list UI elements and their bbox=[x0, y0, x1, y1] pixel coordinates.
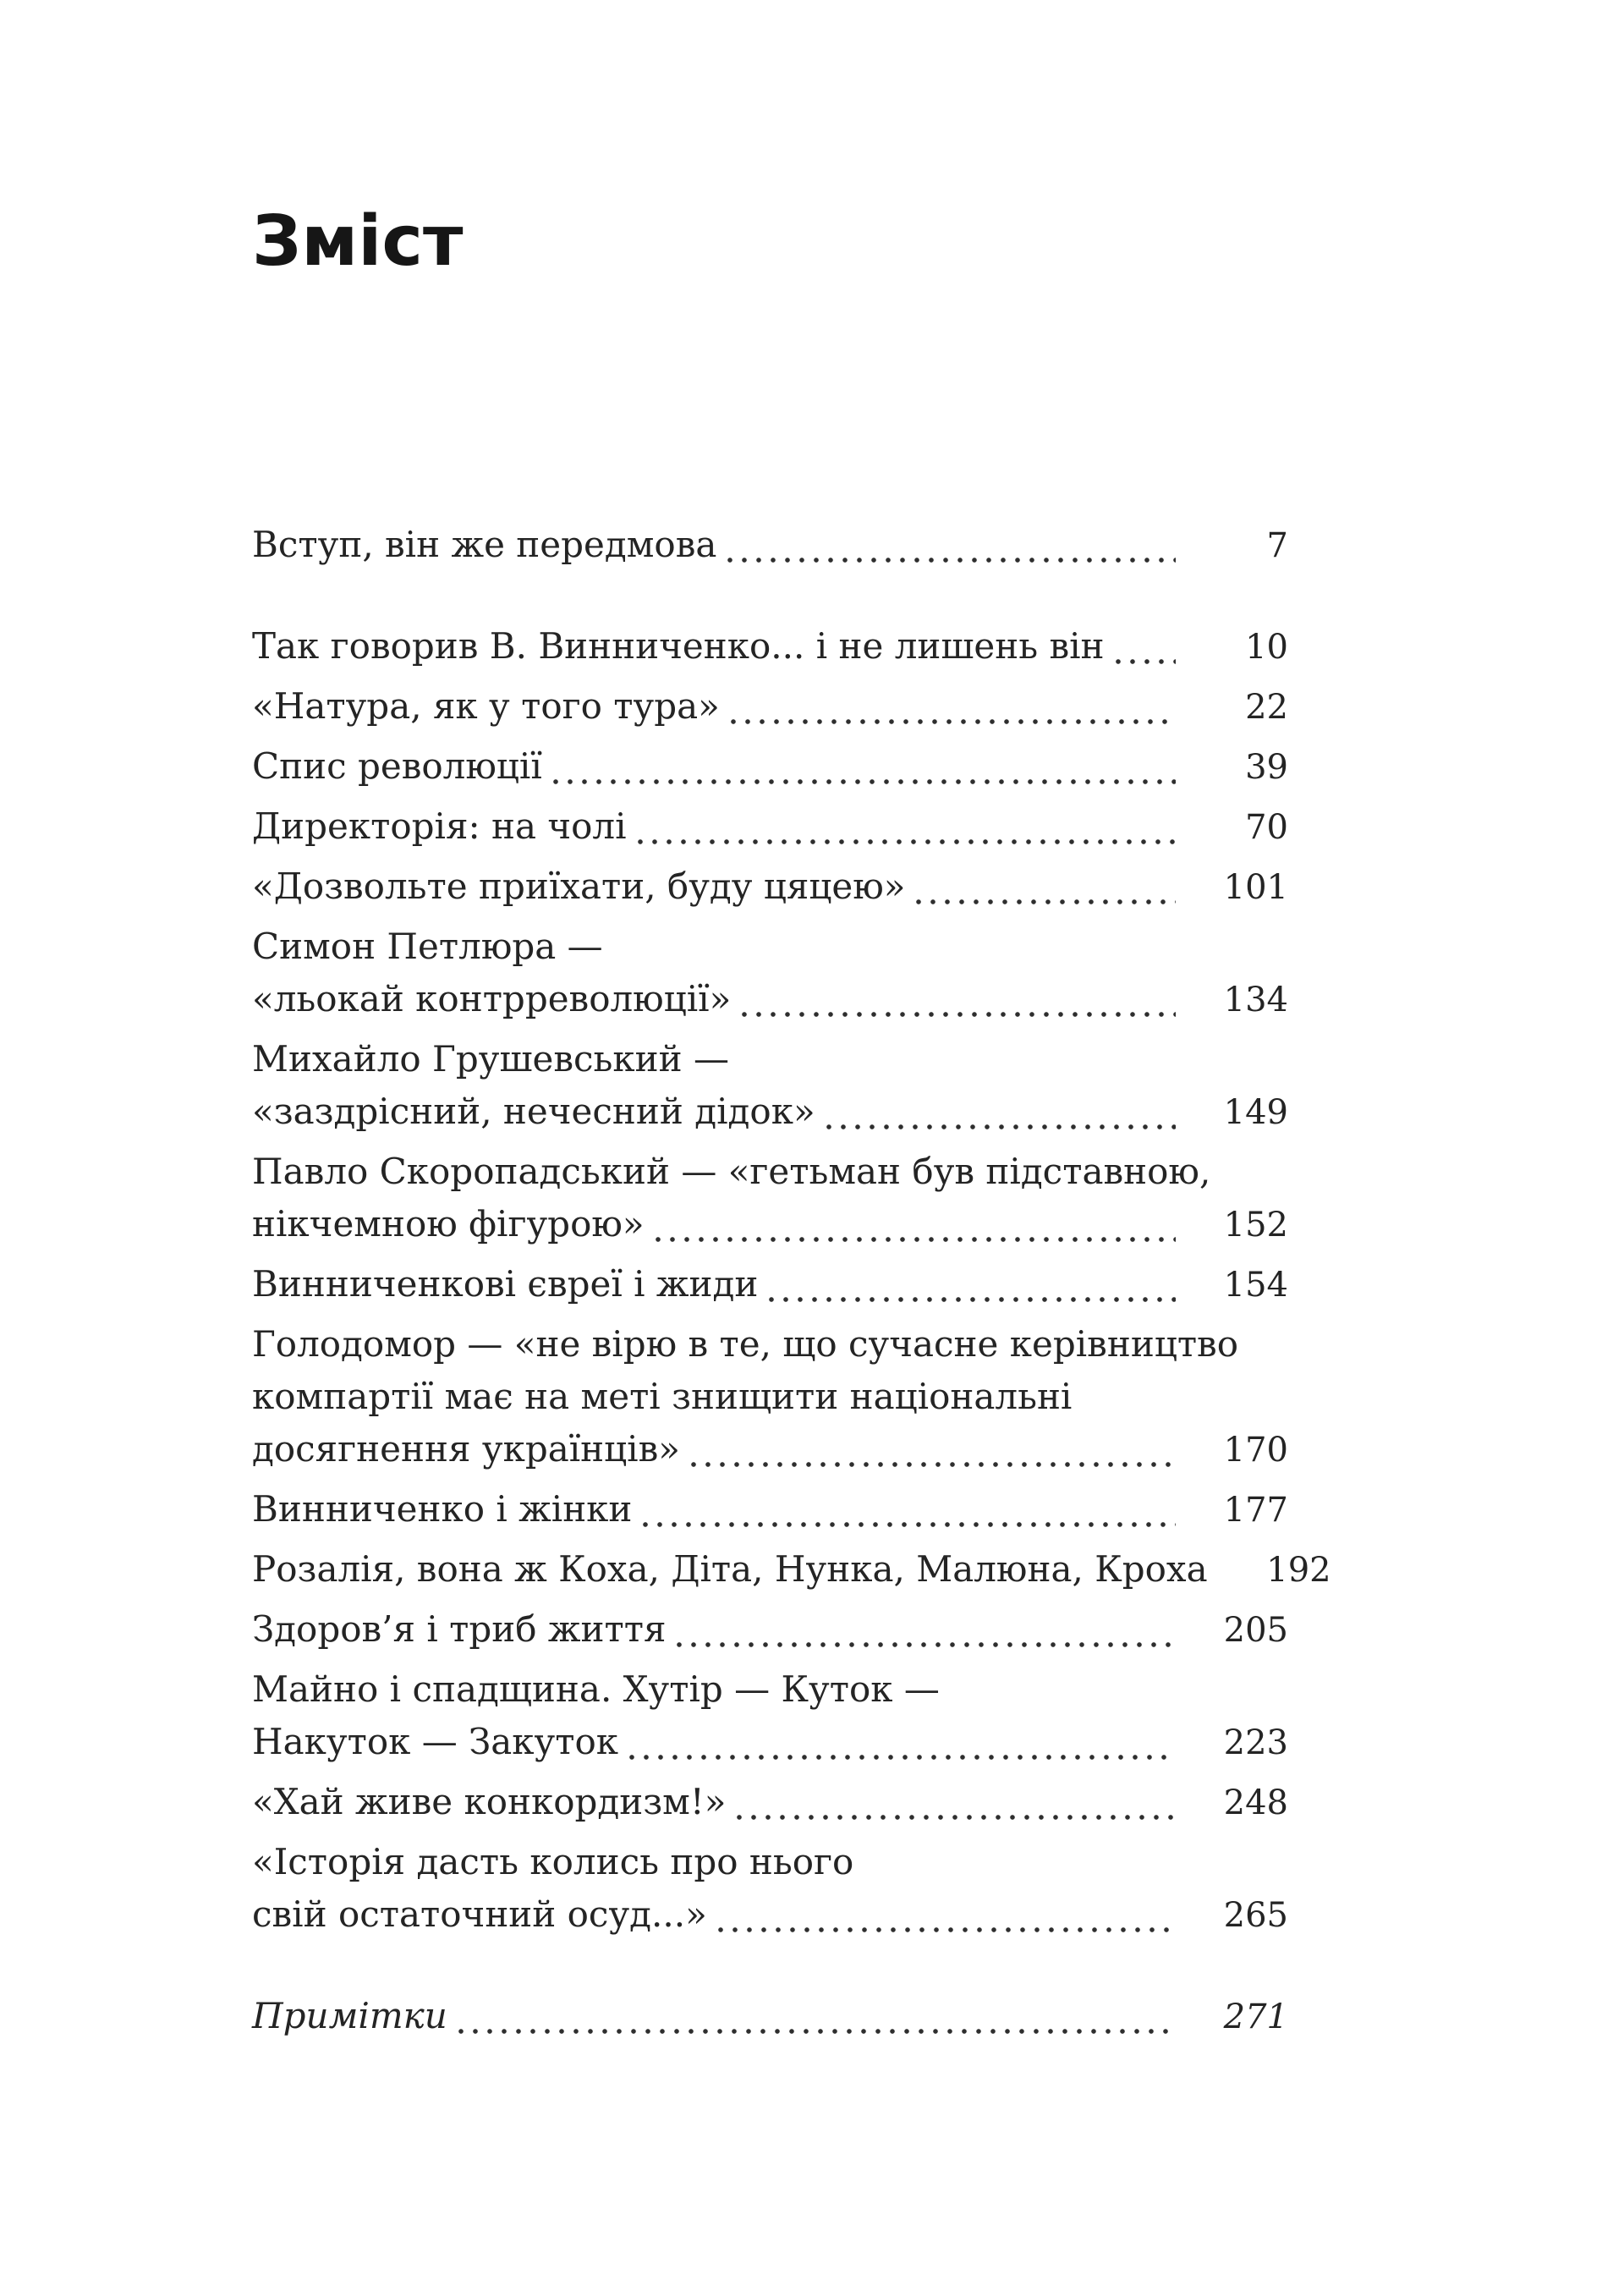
dot-leader bbox=[677, 1642, 1176, 1647]
dot-leader bbox=[727, 558, 1176, 563]
toc-entry-page-number: 7 bbox=[1266, 526, 1288, 565]
toc-entry-row bbox=[252, 740, 1288, 794]
toc-entry-title: «Дозвольте приїхати, буду цяцею» bbox=[252, 865, 906, 907]
toc-entry-page-number: 223 bbox=[1223, 1723, 1288, 1762]
toc-entry-row bbox=[252, 1085, 1288, 1139]
toc-entry-page-number: 265 bbox=[1223, 1896, 1288, 1935]
toc-entry-page-number: 70 bbox=[1245, 808, 1288, 847]
toc-entry-title: «Натура, як у того тура» bbox=[252, 685, 720, 727]
toc-entry-title: Здоров’я і триб життя bbox=[252, 1608, 667, 1650]
toc-entry bbox=[252, 860, 1288, 914]
toc-entry bbox=[252, 1258, 1288, 1311]
toc-entry-row bbox=[252, 1716, 1288, 1769]
dot-leader bbox=[718, 1927, 1176, 1932]
dot-leader bbox=[629, 1755, 1176, 1760]
toc-entry-row bbox=[252, 860, 1288, 914]
toc-entry bbox=[252, 620, 1288, 673]
toc-entry-title: Спис революції bbox=[252, 745, 542, 787]
toc-entry-row bbox=[252, 1603, 1288, 1657]
dot-leader bbox=[1116, 659, 1176, 664]
dot-leader bbox=[737, 1815, 1176, 1820]
toc-entry-page-number: 22 bbox=[1245, 688, 1288, 727]
toc-entry-page-number: 170 bbox=[1223, 1431, 1288, 1470]
dot-leader bbox=[656, 1237, 1176, 1242]
toc-entry-row bbox=[252, 1258, 1288, 1311]
toc-entry bbox=[252, 1318, 1288, 1476]
toc-entry-row bbox=[252, 680, 1288, 734]
dot-leader bbox=[742, 1012, 1176, 1017]
toc-entry bbox=[252, 1146, 1288, 1251]
toc-entry bbox=[252, 1990, 1288, 2043]
toc-entry-title: Розалія, вона ж Коха, Діта, Нунка, Малюна, Кроха bbox=[252, 1548, 1208, 1590]
toc-entry-page-number: 149 bbox=[1223, 1093, 1288, 1132]
dot-leader bbox=[731, 719, 1176, 724]
dot-leader bbox=[826, 1124, 1176, 1129]
toc-entry-page-number: 248 bbox=[1223, 1783, 1288, 1822]
dot-leader bbox=[458, 2029, 1176, 2034]
toc-entry-page-number: 101 bbox=[1223, 868, 1288, 907]
dot-leader bbox=[553, 779, 1176, 784]
toc-list bbox=[252, 519, 1331, 2043]
toc-entry bbox=[252, 680, 1288, 734]
dot-leader bbox=[638, 839, 1176, 844]
toc-entry bbox=[252, 1483, 1288, 1536]
toc-entry-text-line: «Історія дасть колись про нього bbox=[252, 1841, 854, 1882]
toc-entry bbox=[252, 1776, 1288, 1829]
toc-entry-row bbox=[252, 800, 1288, 854]
dot-leader bbox=[691, 1462, 1176, 1467]
toc-entry-title: досягнення українців» bbox=[252, 1428, 680, 1470]
toc-entry-row bbox=[252, 519, 1288, 572]
toc-entry-title: Вступ, він же передмова bbox=[252, 524, 717, 565]
toc-entry-title: Накуток — Закуток bbox=[252, 1721, 619, 1762]
toc-entry-row bbox=[252, 1543, 1331, 1596]
toc-entry bbox=[252, 740, 1288, 794]
toc-entry-row bbox=[252, 1776, 1288, 1829]
toc-entry-page-number: 177 bbox=[1223, 1491, 1288, 1530]
toc-entry-title: Директорія: на чолі bbox=[252, 805, 627, 847]
toc-entry bbox=[252, 920, 1288, 1026]
toc-entry-title: Примітки bbox=[252, 1995, 447, 2036]
dot-leader bbox=[769, 1297, 1176, 1302]
toc-entry-text-line: Голодомор — «не вірю в те, що сучасне керівництво bbox=[252, 1323, 1238, 1365]
toc-entry bbox=[252, 1543, 1331, 1596]
toc-entry-page-number: 152 bbox=[1223, 1206, 1288, 1245]
dot-leader bbox=[643, 1522, 1176, 1527]
toc-entry-title: «заздрісний, нечесний дідок» bbox=[252, 1091, 815, 1132]
toc-entry bbox=[252, 800, 1288, 854]
toc-entry-title: Винниченко і жінки bbox=[252, 1488, 633, 1530]
toc-entry-row bbox=[252, 1198, 1288, 1251]
dot-leader bbox=[916, 899, 1176, 904]
toc-entry-row bbox=[252, 973, 1288, 1026]
toc-entry-page-number: 10 bbox=[1245, 628, 1288, 667]
toc-entry-row bbox=[252, 1888, 1288, 1942]
toc-entry-row bbox=[252, 1990, 1288, 2043]
toc-entry-title: свій остаточний осуд...» bbox=[252, 1893, 707, 1935]
toc-entry-title: «Хай живе конкордизм!» bbox=[252, 1781, 727, 1822]
toc-entry-page-number: 39 bbox=[1245, 748, 1288, 787]
toc-entry-page-number: 205 bbox=[1223, 1611, 1288, 1650]
toc-entry-text-line: Майно і спадщина. Хутір — Куток — bbox=[252, 1668, 940, 1710]
toc-entry-page-number: 134 bbox=[1223, 981, 1288, 1019]
toc-entry-title: «льокай контрреволюції» bbox=[252, 978, 732, 1019]
toc-entry-page-number: 192 bbox=[1266, 1551, 1331, 1590]
toc-entry-title: нікчемною фігурою» bbox=[252, 1203, 645, 1245]
toc-entry-row bbox=[252, 620, 1288, 673]
toc-entry bbox=[252, 1603, 1288, 1657]
toc-entry-text-line: компартії має на меті знищити національні bbox=[252, 1376, 1073, 1417]
toc-entry-page-number: 154 bbox=[1223, 1266, 1288, 1305]
toc-entry bbox=[252, 1663, 1288, 1769]
toc-entry-text-line: Михайло Грушевський — bbox=[252, 1038, 729, 1080]
toc-entry-row bbox=[252, 1423, 1288, 1476]
toc-entry-title: Так говорив В. Винниченко... і не лишень він bbox=[252, 625, 1105, 667]
toc-entry bbox=[252, 519, 1288, 572]
toc-entry-text-line: Павло Скоропадський — «гетьман був підставною, bbox=[252, 1151, 1211, 1192]
toc-entry-row bbox=[252, 1483, 1288, 1536]
toc-entry-title: Винниченкові євреї і жиди bbox=[252, 1263, 759, 1305]
page-title: Зміст bbox=[252, 201, 464, 282]
toc-entry bbox=[252, 1033, 1288, 1139]
toc-entry bbox=[252, 1836, 1288, 1942]
toc-entry-page-number: 271 bbox=[1223, 1997, 1288, 2036]
toc-entry-text-line: Симон Петлюра — bbox=[252, 926, 603, 967]
